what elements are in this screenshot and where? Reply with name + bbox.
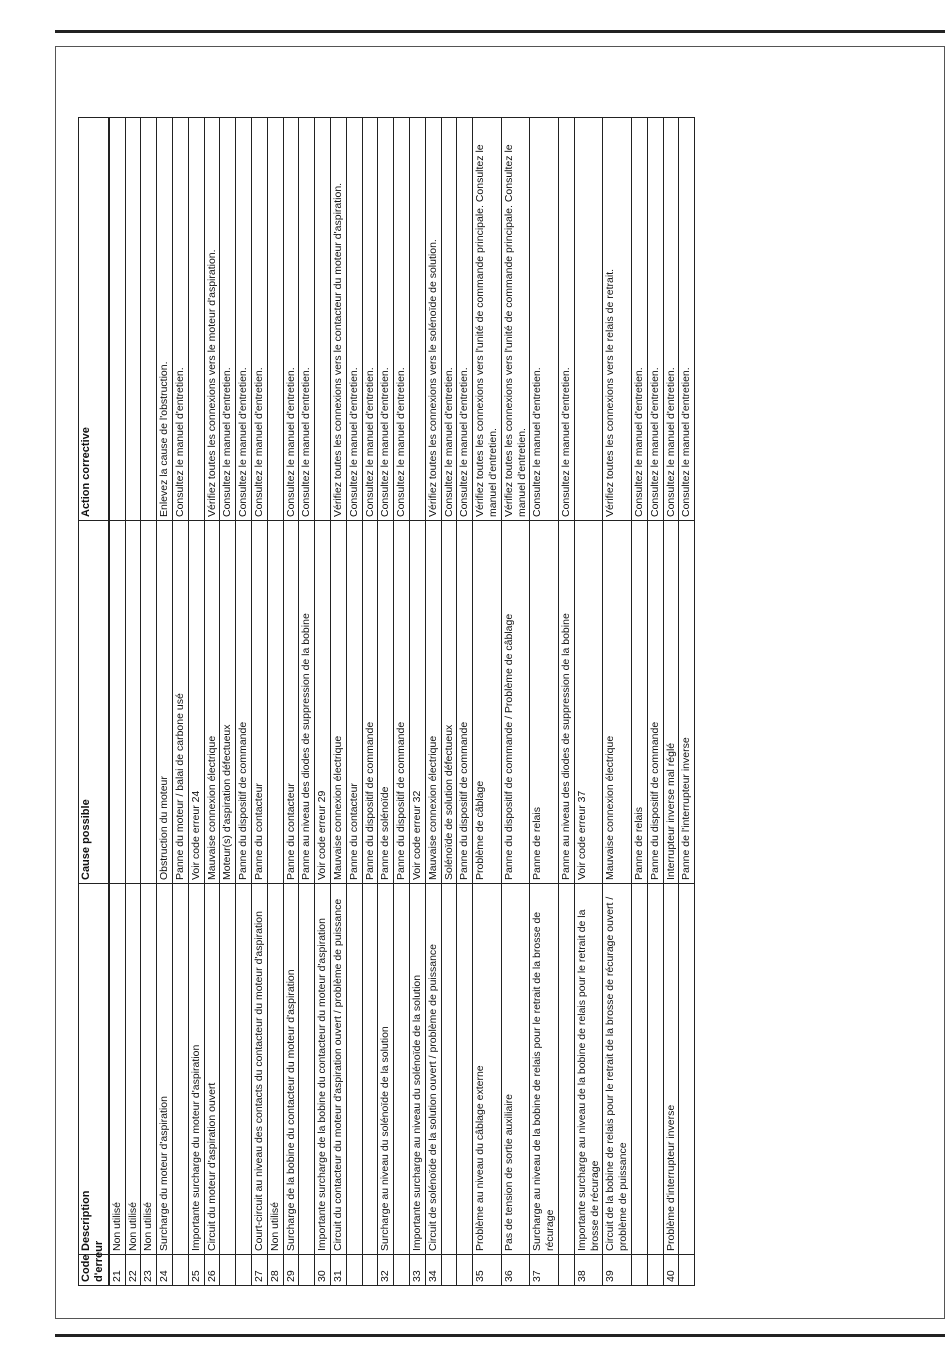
table-row (141, 118, 157, 1286)
cell-action: Consultez le manuel d'entretien. (378, 118, 394, 521)
cell-code: 31 (330, 1255, 346, 1286)
cell-cause: Panne du contacteur (283, 521, 299, 884)
cell-description (457, 884, 473, 1255)
cell-code: 24 (157, 1255, 173, 1286)
table-row (378, 118, 394, 1286)
cell-description: Importante surcharge au niveau du solénoïde de la solution (409, 884, 425, 1255)
cell-action: Vérifiez toutes les connexions vers l'unité de commande principale. Consultez le manuel d'entretien. (501, 118, 530, 521)
cell-code: 27 (251, 1255, 267, 1286)
cell-code: 26 (204, 1255, 220, 1286)
cell-action: Consultez le manuel d'entretien. (441, 118, 457, 521)
cell-cause: Panne du contacteur (251, 521, 267, 884)
cell-description (173, 884, 189, 1255)
table-row (283, 118, 299, 1286)
cell-cause: Interrupteur inverse mal réglé (663, 521, 679, 884)
cell-cause: Panne au niveau des diodes de suppression de la bobine (558, 521, 574, 884)
cell-code: 32 (378, 1255, 394, 1286)
cell-cause: Panne de relais (631, 521, 647, 884)
table-row (315, 118, 331, 1286)
cell-action: Consultez le manuel d'entretien. (236, 118, 252, 521)
cell-code (236, 1255, 252, 1286)
cell-action: Consultez le manuel d'entretien. (283, 118, 299, 521)
cell-cause: Panne du moteur / balai de carbone usé (173, 521, 189, 884)
table-row (647, 118, 663, 1286)
header-code: Code d'erreur (79, 1255, 109, 1286)
cell-action (141, 118, 157, 521)
header-action: Action corrective (79, 118, 109, 521)
cell-action: Consultez le manuel d'entretien. (663, 118, 679, 521)
cell-code: 36 (501, 1255, 530, 1286)
cell-code (346, 1255, 362, 1286)
cell-description (679, 884, 695, 1255)
table-row (125, 118, 141, 1286)
table-row (425, 118, 441, 1286)
cell-cause: Panne du dispositif de commande (457, 521, 473, 884)
cell-code (679, 1255, 695, 1286)
cell-code: 22 (125, 1255, 141, 1286)
cell-code (362, 1255, 378, 1286)
cell-description: Circuit de la bobine de relais pour le retrait de la brosse de récurage ouvert / problème de puissance (603, 884, 632, 1255)
cell-code: 28 (267, 1255, 283, 1286)
cell-code: 30 (315, 1255, 331, 1286)
cell-description: Importante surcharge du moteur d'aspiration (188, 884, 204, 1255)
cell-cause: Mauvaise connexion électrique (603, 521, 632, 884)
cell-cause (141, 521, 157, 884)
cell-description (346, 884, 362, 1255)
table-row (330, 118, 346, 1286)
table-row (394, 118, 410, 1286)
table-row (441, 118, 457, 1286)
cell-action: Vérifiez toutes les connexions vers le solénoïde de solution. (425, 118, 441, 521)
table-row (362, 118, 378, 1286)
cell-code: 37 (530, 1255, 559, 1286)
cell-cause: Panne du dispositif de commande (362, 521, 378, 884)
cell-cause: Panne du contacteur (346, 521, 362, 884)
cell-action: Consultez le manuel d'entretien. (346, 118, 362, 521)
cell-description (394, 884, 410, 1255)
cell-cause (109, 521, 125, 884)
cell-description: Importante surcharge de la bobine du contacteur du moteur d'aspiration (315, 884, 331, 1255)
cell-description (631, 884, 647, 1255)
cell-description: Non utilisé (141, 884, 157, 1255)
cell-cause: Mauvaise connexion électrique (425, 521, 441, 884)
table-row (157, 118, 173, 1286)
cell-description: Non utilisé (109, 884, 125, 1255)
cell-action: Consultez le manuel d'entretien. (299, 118, 315, 521)
cell-action: Consultez le manuel d'entretien. (457, 118, 473, 521)
table-row (251, 118, 267, 1286)
header-description: Description (79, 884, 109, 1255)
cell-action: Consultez le manuel d'entretien. (558, 118, 574, 521)
cell-cause: Problème de câblage (473, 521, 502, 884)
table-row (603, 118, 632, 1286)
cell-cause: Mauvaise connexion électrique (204, 521, 220, 884)
cell-description: Non utilisé (267, 884, 283, 1255)
table-row (530, 118, 559, 1286)
cell-action: Consultez le manuel d'entretien. (251, 118, 267, 521)
cell-description: Circuit du moteur d'aspiration ouvert (204, 884, 220, 1255)
table-row (109, 118, 125, 1286)
cell-code: 39 (603, 1255, 632, 1286)
cell-cause: Panne du dispositif de commande / Problème de câblage (501, 521, 530, 884)
cell-description (441, 884, 457, 1255)
cell-code: 34 (425, 1255, 441, 1286)
cell-cause: Voir code erreur 32 (409, 521, 425, 884)
cell-code: 21 (109, 1255, 125, 1286)
cell-code: 33 (409, 1255, 425, 1286)
cell-cause: Panne au niveau des diodes de suppression de la bobine (299, 521, 315, 884)
cell-description: Court-circuit au niveau des contacts du contacteur du moteur d'aspiration (251, 884, 267, 1255)
cell-action: Consultez le manuel d'entretien. (631, 118, 647, 521)
cell-cause: Voir code erreur 37 (574, 521, 603, 884)
table-header-row (79, 118, 109, 1286)
cell-description: Importante surcharge au niveau de la bobine de relais pour le retrait de la brosse de récurage (574, 884, 603, 1255)
table-row (188, 118, 204, 1286)
cell-description (647, 884, 663, 1255)
table-row (473, 118, 502, 1286)
cell-action: Consultez le manuel d'entretien. (647, 118, 663, 521)
table-row (220, 118, 236, 1286)
cell-action (409, 118, 425, 521)
table-row (574, 118, 603, 1286)
cell-code: 23 (141, 1255, 157, 1286)
cell-action (125, 118, 141, 521)
error-code-table (78, 117, 695, 1286)
table-row (558, 118, 574, 1286)
table-row (409, 118, 425, 1286)
cell-cause: Mauvaise connexion électrique (330, 521, 346, 884)
cell-description: Surcharge de la bobine du contacteur du moteur d'aspiration (283, 884, 299, 1255)
cell-action: Vérifiez toutes les connexions vers le relais de retrait. (603, 118, 632, 521)
cell-description: Problème au niveau du câblage externe (473, 884, 502, 1255)
cell-cause (267, 521, 283, 884)
cell-code: 29 (283, 1255, 299, 1286)
cell-code: 25 (188, 1255, 204, 1286)
cell-cause: Solénoïde de solution défectueux (441, 521, 457, 884)
cell-code (647, 1255, 663, 1286)
cell-action (315, 118, 331, 521)
rotated-table-region (78, 118, 812, 1286)
table-body (109, 118, 695, 1286)
table-row (501, 118, 530, 1286)
cell-cause: Moteur(s) d'aspiration défectueux (220, 521, 236, 884)
table-row (173, 118, 189, 1286)
cell-cause: Panne du dispositif de commande (236, 521, 252, 884)
cell-action: Consultez le manuel d'entretien. (530, 118, 559, 521)
cell-cause: Panne de solénoïde (378, 521, 394, 884)
rotated-table-container (78, 118, 812, 1286)
cell-action (267, 118, 283, 521)
cell-code (441, 1255, 457, 1286)
table-row (663, 118, 679, 1286)
cell-code: 35 (473, 1255, 502, 1286)
cell-cause: Obstruction du moteur (157, 521, 173, 884)
cell-code (631, 1255, 647, 1286)
cell-action: Consultez le manuel d'entretien. (679, 118, 695, 521)
cell-action (109, 118, 125, 521)
cell-description: Non utilisé (125, 884, 141, 1255)
cell-code (220, 1255, 236, 1286)
cell-action (188, 118, 204, 521)
cell-action: Vérifiez toutes les connexions vers l'unité de commande principale. Consultez le manuel d'entretien. (473, 118, 502, 521)
top-rule (55, 30, 945, 33)
cell-action: Enlevez la cause de l'obstruction. (157, 118, 173, 521)
table-row (267, 118, 283, 1286)
table-row (679, 118, 695, 1286)
cell-description: Circuit du contacteur du moteur d'aspiration ouvert / problème de puissance (330, 884, 346, 1255)
cell-cause: Panne de l'interrupteur inverse (679, 521, 695, 884)
bottom-rule (55, 1334, 945, 1337)
cell-cause: Voir code erreur 24 (188, 521, 204, 884)
cell-action: Consultez le manuel d'entretien. (220, 118, 236, 521)
cell-description: Surcharge au niveau de la bobine de relais pour le retrait de la brosse de récurage (530, 884, 559, 1255)
cell-code (299, 1255, 315, 1286)
cell-cause (125, 521, 141, 884)
table-row (299, 118, 315, 1286)
cell-code (173, 1255, 189, 1286)
cell-description (236, 884, 252, 1255)
cell-description: Circuit de solénoïde de la solution ouvert / problème de puissance (425, 884, 441, 1255)
cell-action: Vérifiez toutes les connexions vers le contacteur du moteur d'aspiration. (330, 118, 346, 521)
cell-action: Consultez le manuel d'entretien. (394, 118, 410, 521)
cell-description (299, 884, 315, 1255)
cell-description: Surcharge au niveau du solénoïde de la solution (378, 884, 394, 1255)
table-row (457, 118, 473, 1286)
cell-description (362, 884, 378, 1255)
cell-description (558, 884, 574, 1255)
cell-code (394, 1255, 410, 1286)
cell-action (574, 118, 603, 521)
cell-action: Consultez le manuel d'entretien. (173, 118, 189, 521)
cell-code: 38 (574, 1255, 603, 1286)
header-cause: Cause possible (79, 521, 109, 884)
cell-description (220, 884, 236, 1255)
table-row (204, 118, 220, 1286)
cell-cause: Voir code erreur 29 (315, 521, 331, 884)
table-row (236, 118, 252, 1286)
cell-cause: Panne du dispositif de commande (394, 521, 410, 884)
cell-description: Pas de tension de sortie auxiliaire (501, 884, 530, 1255)
cell-cause: Panne du dispositif de commande (647, 521, 663, 884)
cell-code (457, 1255, 473, 1286)
cell-description: Surcharge du moteur d'aspiration (157, 884, 173, 1255)
cell-code: 40 (663, 1255, 679, 1286)
cell-action: Vérifiez toutes les connexions vers le moteur d'aspiration. (204, 118, 220, 521)
cell-cause: Panne de relais (530, 521, 559, 884)
cell-code (558, 1255, 574, 1286)
cell-action: Consultez le manuel d'entretien. (362, 118, 378, 521)
cell-description: Problème d'interrupteur inverse (663, 884, 679, 1255)
table-row (631, 118, 647, 1286)
table-row (346, 118, 362, 1286)
